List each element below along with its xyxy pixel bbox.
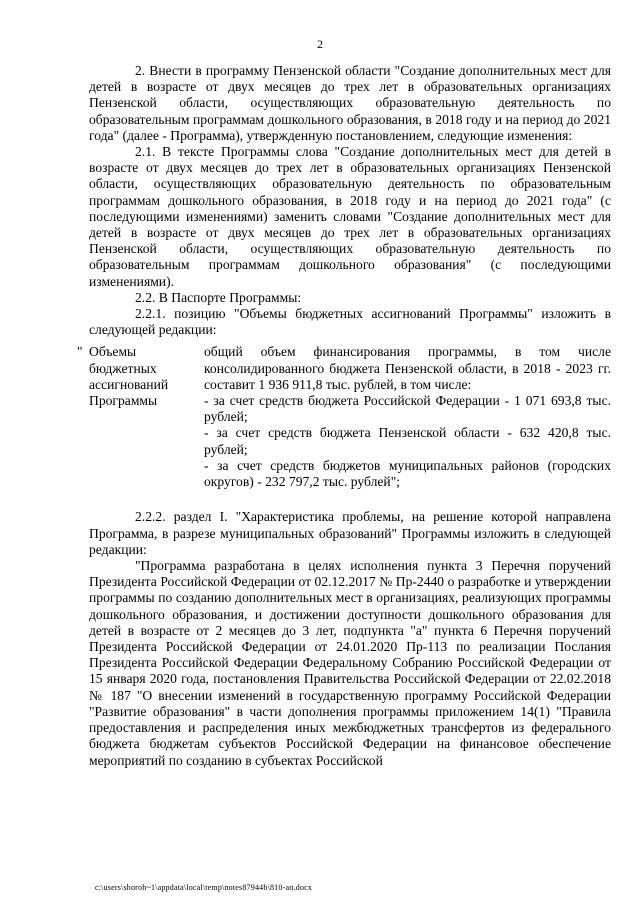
passport-position-table [77, 344, 611, 498]
funding-regional-line: - за счет средств бюджета Пензенской области - 632 420,8 тыс. рублей; [204, 425, 611, 457]
opening-quote: " [77, 344, 83, 360]
paragraph-item-2-2-2: 2.2.2. раздел I. "Характеристика проблемы, на решение которой направлена Программа, в разрезе муниципальных образований" Программы изложить в следующей редакции: [89, 509, 611, 557]
paragraph-item-2-2: 2.2. В Паспорте Программы: [135, 289, 302, 305]
footer-file-path: c:\users\shoroh~1\appdata\local\temp\notes87944b\810-ап.docx [95, 883, 313, 892]
funding-federal-line: - за счет средств бюджета Российской Федерации - 1 071 693,8 тыс. рублей; [204, 393, 611, 425]
paragraph-item-2-2-1: 2.2.1. позицию "Объемы бюджетных ассигнований Программы" изложить в следующей редакции: [89, 306, 611, 338]
paragraph-program-basis: "Программа разработана в целях исполнения пункта 3 Перечня поручений Президента Российской Федерации от 02.12.2017 № Пр-2440 о разработке и утверждении программы по созданию дополнительных мест в организациях, реализующих программы дошкольного образования, и достижении доступности дошкольного образования для детей в возрасте от 2 месяцев до 3 лет, подпункта "а" пункта 6 Перечня поручений Президента Российской Федерации от 24.01.2020 Пр-113 по реализации Послания Президента Российской Федерации Федеральному Собранию Российской Федерации от 15 января 2020 года, постановления Правительства Российской Федерации от 22.02.2018 № 187 "О внесении изменений в государственную программу Российской Федерации "Развитие образования" в части дополнения программы приложением 14(1) "Правила предоставления и распределения иных межбюджетных трансфертов из федерального бюджета бюджетам субъектов Российской Федерации на финансовое обеспечение мероприятий по созданию в субъектах Российской [89, 558, 611, 768]
page-number: 2 [317, 37, 323, 51]
paragraph-item-2-1: 2.1. В тексте Программы слова "Создание дополнительных мест для детей в возрасте от двух месяцев до трех лет в образовательных организациях Пензенской области, осуществляющих образовательную деятельность по образовательным программам дошкольного образования, в 2018 году и на период до 2021 года" (с последующими изменениями) заменить словами "Создание дополнительных мест для детей в возрасте от двух месяцев до трех лет в образовательных организациях Пензенской области, осуществляющих образовательную деятельность по образовательным программам дошкольного образования" (с последующими изменениями). [89, 144, 611, 289]
paragraph-item-2: 2. Внести в программу Пензенской области "Создание дополнительных мест для детей в возрасте от двух месяцев до трех лет в образовательных организациях Пензенской области, осуществляющих образовательную деятельность по образовательным программам дошкольного образования, в 2018 году и на период до 2021 года" (далее - Программа), утвержденную постановлением, следующие изменения: [89, 63, 611, 143]
funding-municipal-line: - за счет средств бюджетов муниципальных районов (городских округов) - 232 797,2 тыс. рублей"; [204, 457, 611, 490]
funding-total-line: общий объем финансирования программы, в том числе консолидированного бюджета Пензенской области, в 2018 - 2023 гг. составит 1 936 911,8 тыс. рублей, в том числе: [204, 344, 611, 392]
document-body [77, 63, 611, 769]
position-value [204, 344, 611, 490]
position-label: Объемы бюджетных ассигнований Программы [89, 344, 169, 409]
